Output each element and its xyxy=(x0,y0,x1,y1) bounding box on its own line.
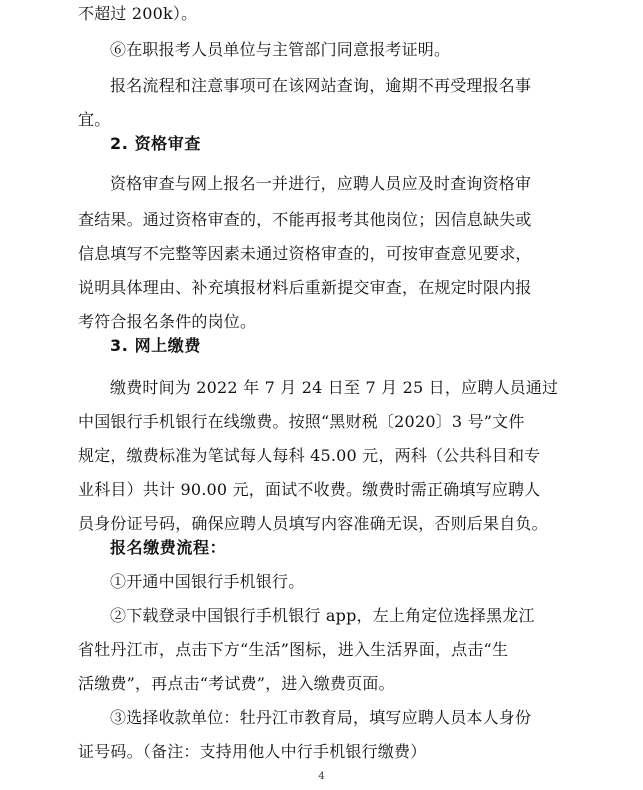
text-line: 业科目）共计 90.00 元，面试不收费。缴费时需正确填写应聘人 xyxy=(78,480,541,499)
text-line: 资格审查与网上报名一并进行，应聘人员应及时查询资格审 xyxy=(110,174,532,193)
text-line: 宜。 xyxy=(78,110,111,129)
text-line: 信息填写不完整等因素未通过资格审查的，可按审查意见要求， xyxy=(78,244,532,263)
text-line: ⑥在职报考人员单位与主管部门同意报考证明。 xyxy=(110,40,451,59)
text-line: 考符合报名条件的岗位。 xyxy=(78,312,257,331)
text-line: 报名流程和注意事项可在该网站查询，逾期不再受理报名事 xyxy=(110,76,532,95)
subsection-heading: 报名缴费流程： xyxy=(110,538,227,557)
text-line: ③选择收款单位：牡丹江市教育局，填写应聘人员本人身份 xyxy=(110,708,532,727)
text-line: 说明具体理由、补充填报材料后重新提交审查，在规定时限内报 xyxy=(78,278,532,297)
section-heading: 3. 网上缴费 xyxy=(110,336,201,355)
page-number: 4 xyxy=(318,771,325,782)
text-line: 员身份证号码，确保应聘人员填写内容准确无误，否则后果自负。 xyxy=(78,514,548,533)
text-line: ①开通中国银行手机银行。 xyxy=(110,572,305,591)
section-heading: 2. 资格审查 xyxy=(110,134,201,153)
text-line: 证号码。（备注：支持用他人中行手机银行缴费） xyxy=(78,742,427,761)
text-line: 省牡丹江市，点击下方“生活”图标，进入生活界面，点击“生 xyxy=(78,640,509,659)
text-line: 查结果。通过资格审查的，不能再报考其他岗位；因信息缺失或 xyxy=(78,210,532,229)
text-line: 规定，缴费标准为笔试每人每科 45.00 元，两科（公共科目和专 xyxy=(78,446,541,465)
text-line: 缴费时间为 2022 年 7 月 24 日至 7 月 25 日，应聘人员通过 xyxy=(110,378,559,397)
text-line: 不超过 200k）。 xyxy=(78,4,198,23)
text-line: 中国银行手机银行在线缴费。按照“黑财税〔2020〕3 号”文件 xyxy=(78,412,525,431)
text-line: ②下载登录中国银行手机银行 app，左上角定位选择黑龙江 xyxy=(110,606,535,625)
text-line: 活缴费”，再点击“考试费”，进入缴费页面。 xyxy=(78,674,395,693)
